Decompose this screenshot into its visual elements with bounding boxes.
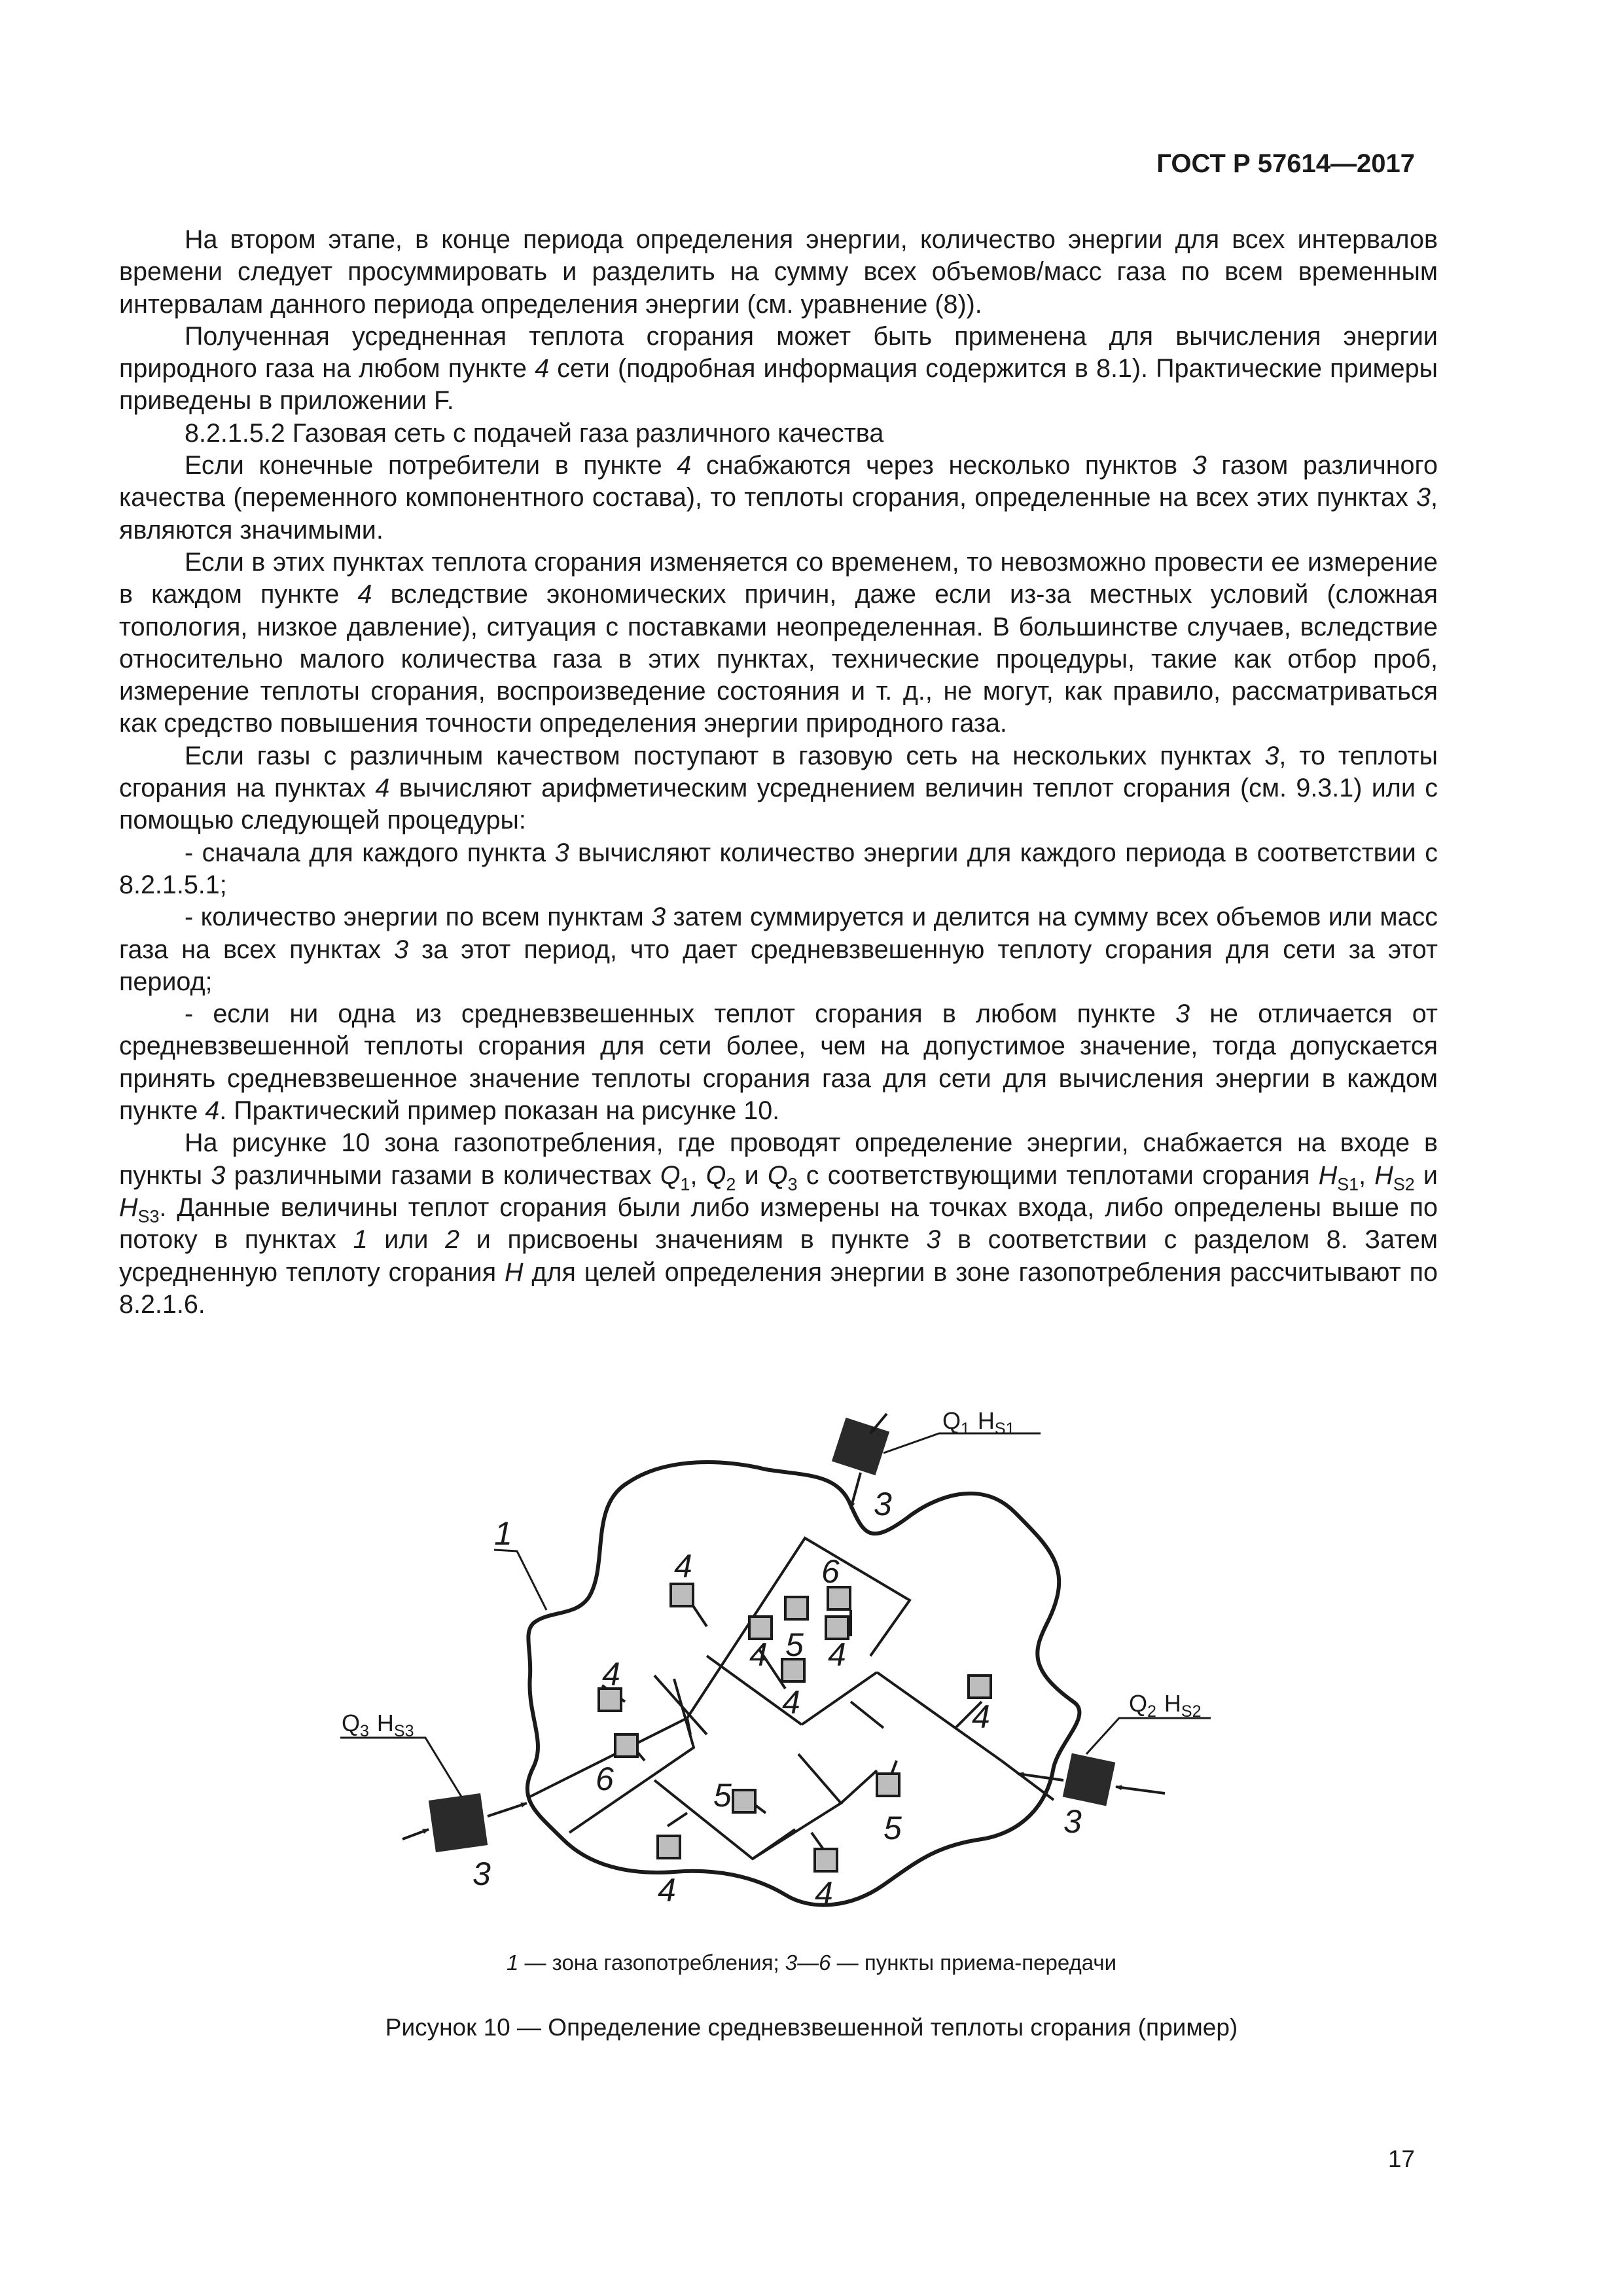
point-label: 4 <box>674 1548 692 1585</box>
figure-legend: 1 — зона газопотребления; 3—6 — пункты приема-передачи <box>506 1950 1117 1975</box>
point-label: 5 <box>785 1626 804 1663</box>
flow-label-2: $Q_2$ $H_{S2}$ <box>1129 1690 1202 1721</box>
gas-network-diagram <box>0 1381 1623 2036</box>
standard-header: ГОСТ Р 57614—2017 <box>1156 149 1415 178</box>
paragraph: На рисунке 10 зона газопотребления, где проводят определение энергии, снабжается на входе в пункты 3 различными газами в количествах $Q_1$, $Q_2$ и $Q_3$ с соответствующими теплотами сгорания $H_{S1}$, $H_{S2}$ и $H_{S3}$. Данные величины теплот сгорания были либо измерены на точках входа, либо определены выше по потоку в пунктах 1 или 2 и присвоены значениям в пункте 3 в соответствии с разделом 8. Затем усредненную теплоту сгорания H для целей определения энергии в зоне газопотребления рассчитывают по 8.2.1.6. <box>119 1128 1438 1319</box>
point-label: 6 <box>596 1761 614 1797</box>
point-label: 5 <box>883 1810 902 1846</box>
inlet-label: 3 <box>1063 1803 1082 1840</box>
body-text <box>119 224 1438 1321</box>
figure-caption: Рисунок 10 — Определение средневзвешенной теплоты сгорания (пример) <box>385 2014 1238 2041</box>
list-item: - сначала для каждого пункта 3 вычисляют количество энергии для каждого периода в соответствии с 8.2.1.5.1; <box>119 838 1438 899</box>
zone-label: 1 <box>494 1515 512 1552</box>
inlet-station-left <box>340 1738 527 1852</box>
page-number: 17 <box>1387 2145 1415 2172</box>
point-label: 4 <box>828 1636 846 1673</box>
paragraph: На втором этапе, в конце периода определения энергии, количество энергии для всех интервалов времени следует просуммировать и разделить на сумму всех объемов/масс газа по всем временным интервалам данного периода определения энергии (см. уравнение (8)). <box>119 225 1438 319</box>
paragraph: Если конечные потребители в пункте 4 снабжаются через несколько пунктов 3 газом различного качества (переменного компонентного состава), то теплоты сгорания, определенные на всех этих пунктах 3, являются значимыми. <box>119 451 1438 545</box>
flow-label-1: $Q_1$ $H_{S1}$ <box>942 1407 1015 1438</box>
list-item: - если ни одна из средневзвешенных теплот сгорания в любом пункте 3 не отличается от средневзвешенной теплоты сгорания для сети более, чем на допустимое значение, тогда допускается принять средневзвешенное значение теплоты сгорания газа для сети для вычисления энергии в каждом пункте 4. Практический пример показан на рисунке 10. <box>119 999 1438 1126</box>
point-label: 5 <box>713 1777 732 1814</box>
point-label: 4 <box>972 1698 990 1735</box>
point-label: 6 <box>821 1553 840 1590</box>
point-label: 4 <box>658 1872 676 1909</box>
inlet-label: 3 <box>473 1856 491 1892</box>
point-label: 4 <box>602 1656 620 1693</box>
inlet-label: 3 <box>874 1486 892 1522</box>
paragraph: Если в этих пунктах теплота сгорания изменяется со временем, то невозможно провести ее измерение в каждом пункте 4 вследствие экономических причин, даже если из-за местных условий (сложная топология, низкое давление), ситуация с поставками неопределенная. В большинстве случаев, вследствие относительно малого количества газа в этих пунктах, технические процедуры, такие как отбор проб, измерение теплоты сгорания, воспроизведение состояния и т. д., не могут, как правило, рассматриваться как средство повышения точности определения энергии природного газа. <box>119 547 1438 738</box>
point-label: 4 <box>782 1684 800 1721</box>
point-label: 4 <box>749 1636 768 1673</box>
list-item: - количество энергии по всем пунктам 3 затем суммируется и делится на сумму всех объемов или масс газа на всех пунктах 3 за этот период, что дает средневзвешенную теплоту сгорания для сети за этот период; <box>119 903 1438 996</box>
paragraph: Полученная усредненная теплота сгорания может быть применена для вычисления энергии природного газа на любом пункте 4 сети (подробная информация содержится в 8.1). Практические примеры приведены в приложении F. <box>119 321 1438 416</box>
paragraph: Если газы с различным качеством поступают в газовую сеть на нескольких пунктах 3, то теплоты сгорания на пунктах 4 вычисляют арифметическим усреднением величин теплот сгорания (см. 9.3.1) или с помощью следующей процедуры: <box>119 741 1438 835</box>
figure-10 <box>0 1381 1623 2036</box>
flow-label-3: $Q_3$ $H_{S3}$ <box>342 1710 414 1740</box>
point-label: 4 <box>815 1875 833 1912</box>
section-heading: 8.2.1.5.2 Газовая сеть с подачей газа различного качества <box>185 418 884 448</box>
